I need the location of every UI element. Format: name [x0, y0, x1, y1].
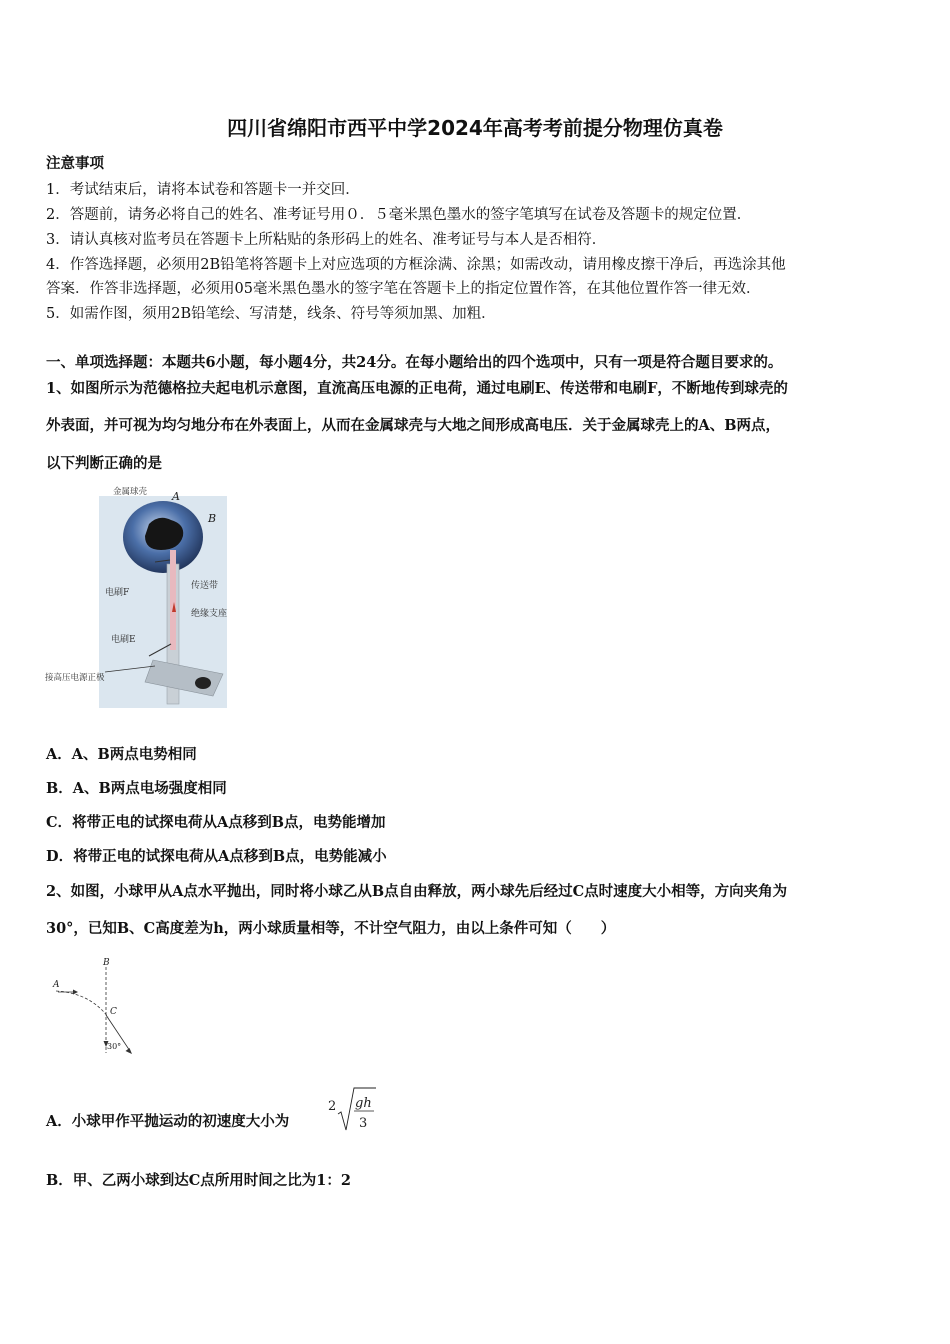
notice-item: 3．请认真核对监考员在答题卡上所粘贴的条形码上的姓名、准考证号与本人是否相符．: [46, 232, 607, 248]
question-1-text: 以下判断正确的是: [46, 455, 162, 472]
question-2-option-b: B．甲、乙两小球到达C点所用时间之比为1：2: [46, 1172, 351, 1189]
notice-item: 1．考试结束后，请将本试卷和答题卡一并交回．: [46, 182, 360, 198]
projectile-figure: [50, 955, 145, 1060]
question-1-option-d: D．将带正电的试探电荷从A点移到B点，电势能减小: [46, 848, 387, 865]
label-belt: 传送带: [191, 581, 219, 591]
conveyor-belt: [170, 550, 176, 650]
question-1-option-a: A．A、B两点电势相同: [46, 746, 197, 763]
notice-item: 2．答题前，请务必将自己的姓名、准考证号用０．５毫米黑色墨水的签字笔填写在试卷及答题卡的规定位置．: [46, 207, 752, 223]
notice-item: 4．作答选择题，必须用2B铅笔将答题卡上对应选项的方框涂满、涂黑；如需改动，请用橡皮擦干净后，再选涂其他: [46, 257, 786, 273]
label-brush-e: 电刷E: [111, 635, 136, 645]
question-1-text: 1、如图所示为范德格拉夫起电机示意图，直流高压电源的正电荷，通过电刷E、传送带和电刷F，不断地传到球壳的: [46, 380, 788, 397]
question-1-option-b: B．A、B两点电场强度相同: [46, 780, 227, 797]
label-shell: 金属球壳: [113, 487, 148, 497]
question-2-option-a: A．小球甲作平抛运动的初速度大小为: [46, 1113, 290, 1130]
question-1-option-c: C．将带正电的试探电荷从A点移到B点，电势能增加: [46, 814, 386, 831]
label-b: B: [103, 958, 110, 968]
trajectory: [56, 991, 108, 1017]
label-c: C: [110, 1007, 117, 1017]
label-angle: 30°: [107, 1042, 122, 1051]
question-1-text: 外表面，并可视为均匀地分布在外表面上，从而在金属球壳与大地之间形成高电压．关于金属球壳上的A、B两点，: [46, 417, 781, 434]
base-knob: [195, 677, 211, 689]
formula-denominator: 3: [359, 1116, 368, 1131]
velocity-arrow: [73, 990, 78, 995]
notice-heading: 注意事项: [46, 155, 104, 172]
label-brush-f: 电刷F: [105, 588, 130, 598]
label-support: 绝缘支座: [191, 609, 228, 619]
label-power: 接高压电源正极: [45, 673, 105, 683]
formula-numerator: gh: [355, 1096, 372, 1111]
formula-coefficient: 2: [328, 1099, 337, 1114]
section-heading: 一、单项选择题：本题共6小题，每小题4分，共24分。在每小题给出的四个选项中，只有一项是符合题目要求的。: [46, 354, 783, 371]
notice-item: 答案．作答非选择题，必须用05毫米黑色墨水的签字笔在答题卡上的指定位置作答，在其他位置作答一律无效．: [46, 281, 761, 297]
question-2-text: 2、如图，小球甲从A点水平抛出，同时将小球乙从B点自由释放，两小球先后经过C点时速度大小相等，方向夹角为: [46, 883, 788, 900]
sqrt-formula: [326, 1086, 378, 1136]
velocity-c-arrow: [126, 1048, 133, 1054]
notice-item: 5．如需作图，须用2B铅笔绘、写清楚，线条、符号等须加黑、加粗．: [46, 306, 496, 322]
label-b: B: [208, 512, 217, 525]
label-a: A: [172, 490, 180, 503]
label-a: A: [53, 980, 60, 990]
page-title: 四川省绵阳市西平中学2024年高考考前提分物理仿真卷: [227, 116, 723, 140]
question-2-text: 30°，已知B、C高度差为h，两小球质量相等，不计空气阻力，由以上条件可知（ ）: [46, 920, 616, 937]
van-de-graaff-figure: [45, 482, 230, 710]
